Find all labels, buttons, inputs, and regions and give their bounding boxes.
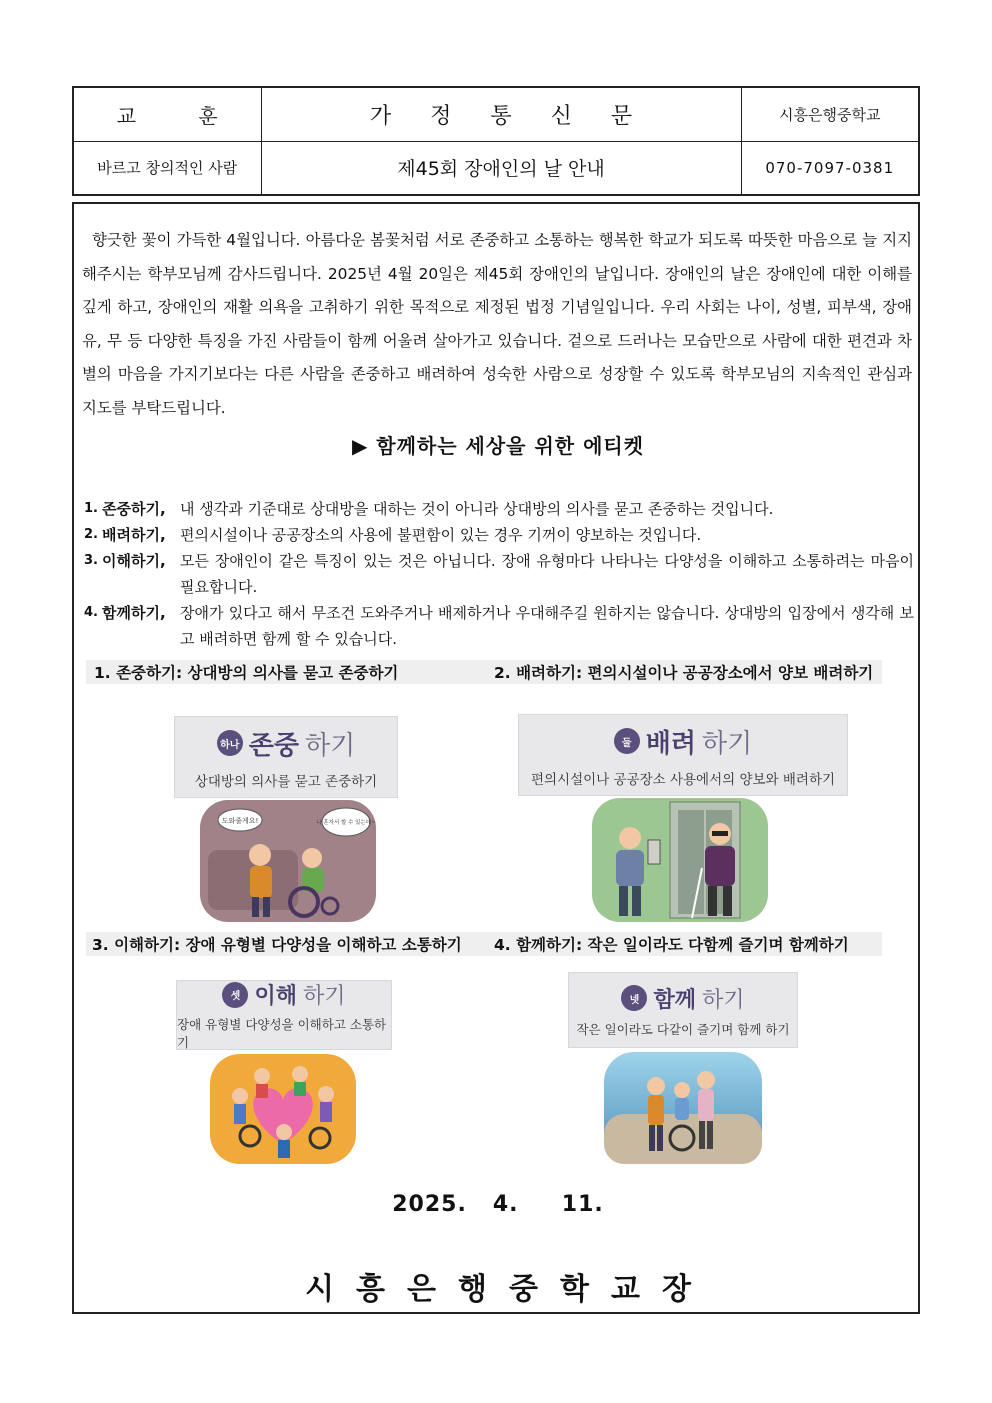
item-number: 4. (84, 605, 98, 620)
card-title-suffix: 하기 (305, 730, 356, 761)
together-label-card (568, 972, 798, 1048)
etiquette-list (84, 496, 914, 652)
caption-understanding: 3. 이해하기: 장애 유형별 다양성을 이해하고 소통하기 (92, 936, 462, 954)
item-description: 모든 장애인이 같은 특징이 있는 것은 아닙니다. 장애 유형마다 나타나는 다양성을 이해하고 소통하려는 마음이 필요합니다. (180, 552, 914, 596)
understanding-label-card (176, 980, 392, 1050)
issue-date: 2025. 4. 11. (392, 1192, 604, 1217)
caption-consideration: 2. 배려하기: 편의시설이나 공공장소에서 양보 배려하기 (494, 664, 874, 682)
card-subtitle: 장애 유형별 다양성을 이해하고 소통하기 (177, 1017, 387, 1050)
content-box (72, 202, 920, 1314)
item-term: 함께하기, (102, 604, 166, 622)
speech-bubble-right: 나 혼자서 할 수 있는데~ (316, 820, 376, 826)
list-item (84, 522, 914, 548)
badge-one: 하나 (217, 730, 243, 756)
card-title-suffix: 하기 (702, 987, 745, 1013)
item-term: 존중하기, (102, 500, 166, 518)
caption-row-1 (86, 660, 882, 684)
item-term: 배려하기, (102, 526, 166, 544)
phone-number: 070-7097-0381 (741, 141, 919, 195)
card-subtitle: 편의시설이나 공공장소 사용에서의 양보와 배려하기 (530, 771, 836, 788)
item-term: 이해하기, (102, 552, 166, 570)
consideration-label-card (518, 714, 848, 796)
item-description: 장애가 있다고 해서 무조건 도와주거나 배제하거나 우대해주길 원하지는 않습니다. 상대방의 입장에서 생각해 보고 배려하면 함께 할 수 있습니다. (180, 604, 914, 648)
school-name: 시흥은행중학교 (741, 87, 919, 141)
badge-four: 넷 (621, 985, 647, 1011)
principal-signature: 시흥은행중학교장 (305, 1272, 713, 1307)
speech-bubble-left: 도와줄게요! (221, 817, 259, 825)
understanding-illustration (210, 1054, 356, 1164)
card-title-suffix: 하기 (702, 728, 753, 759)
item-number: 1. (84, 501, 98, 516)
card-subtitle: 작은 일이라도 다같이 즐기며 함께 하기 (576, 1021, 790, 1037)
document-title: 가 정 통 신 문 (261, 87, 741, 141)
list-item (84, 548, 914, 600)
card-title-main: 함께 (653, 987, 696, 1013)
school-motto: 바르고 창의적인 사람 (73, 141, 261, 195)
caption-respect: 1. 존중하기: 상대방의 의사를 묻고 존중하기 (94, 664, 399, 682)
item-description: 내 생각과 기준대로 상대방을 대하는 것이 아니라 상대방의 의사를 묻고 존중하는 것입니다. (180, 500, 774, 518)
card-title-main: 이해 (254, 984, 297, 1009)
list-item (84, 496, 914, 522)
card-title-main: 존중 (248, 730, 299, 761)
item-number: 2. (84, 527, 98, 542)
caption-together: 4. 함께하기: 작은 일이라도 다함께 즐기며 함께하기 (494, 936, 849, 954)
caption-row-2 (86, 932, 882, 956)
etiquette-heading: ▶ 함께하는 세상을 위한 에티켓 (351, 434, 645, 458)
respect-label-card (174, 716, 398, 798)
notice-subject: 제45회 장애인의 날 안내 (261, 141, 741, 195)
item-number: 3. (84, 553, 98, 568)
badge-two: 둘 (614, 728, 640, 754)
consideration-illustration (592, 798, 768, 922)
motto-label: 교 훈 (73, 87, 261, 141)
card-title-suffix: 하기 (303, 984, 346, 1009)
respect-illustration (200, 800, 376, 922)
list-item (84, 600, 914, 652)
intro-paragraph: 향긋한 꽃이 가득한 4월입니다. 아름다운 봄꽃처럼 서로 존중하고 소통하는 행복한 학교가 되도록 따뜻한 마음으로 늘 지지해주시는 학부모님께 감사드립니다. 2025년 4월 20일은 제45회 장애인의 날입니다. 장애인의 날은 장애인에 대한 이해를 깊게 하고, 장애인의 재활 의욕을 고취하기 위한 목적으로 제정된 법정 기념일입니다. 우리 사회는 나이, 성별, 피부색, 장애 유, 무 등 다양한 특징을 가진 사람들이 함께 어울려 살아가고 있습니다. 겉으로 드러나는 모습만으로 사람에 대한 편견과 차별의 마음을 가지기보다는 다른 사람을 존중하고 배려하여 성숙한 사람으로 성장할 수 있도록 학부모님의 지속적인 관심과 지도를 부탁드립니다. (82, 231, 912, 417)
card-title-main: 배려 (645, 728, 696, 759)
badge-three: 셋 (222, 982, 248, 1008)
together-illustration (604, 1052, 762, 1164)
card-subtitle: 상대방의 의사를 묻고 존중하기 (194, 773, 378, 790)
item-description: 편의시설이나 공공장소의 사용에 불편함이 있는 경우 기꺼이 양보하는 것입니다. (180, 526, 702, 544)
header-table (72, 86, 920, 196)
